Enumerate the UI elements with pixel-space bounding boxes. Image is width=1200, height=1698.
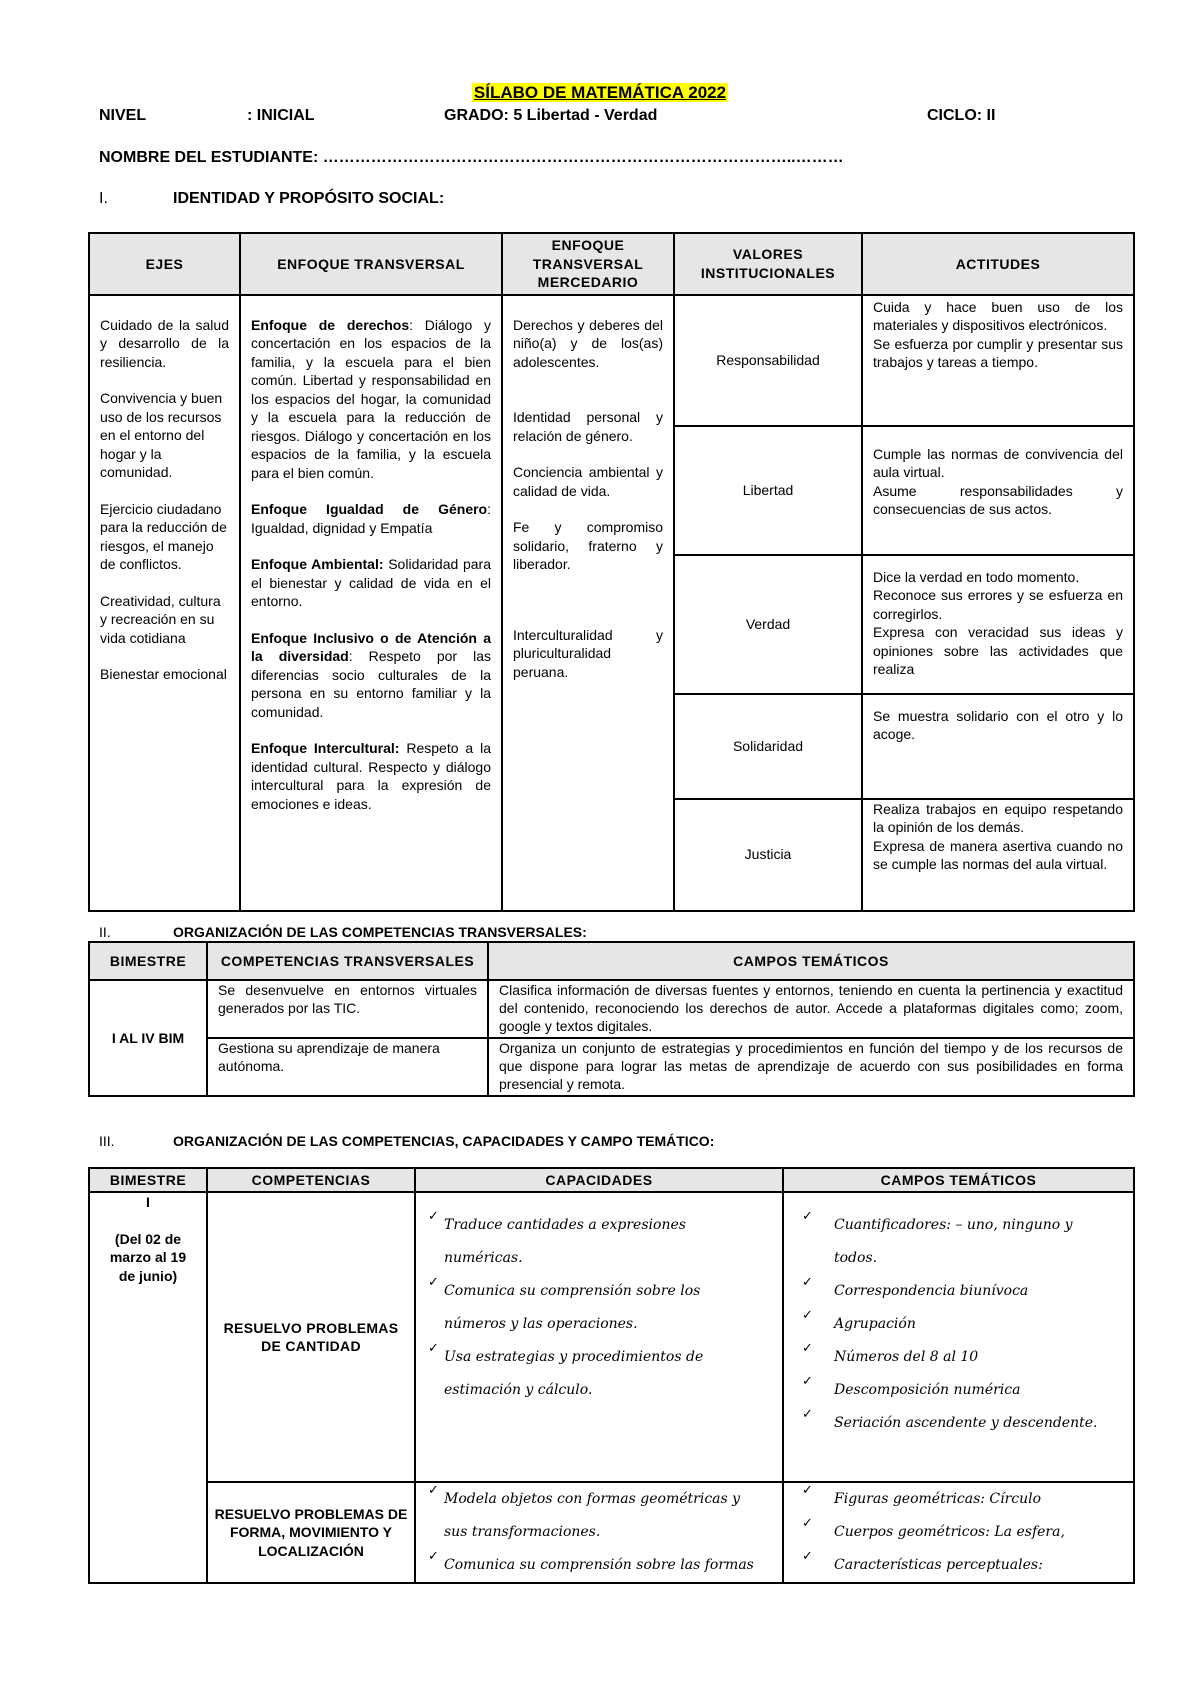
section1-title: IDENTIDAD Y PROPÓSITO SOCIAL:: [173, 190, 445, 207]
actitudes-cell: [862, 694, 1134, 799]
enfoque-item: Enfoque Inclusivo o de Atención a la diversidad: Respeto por las diferencias socio culturales de la persona en su entorno familiar y la comunidad.: [251, 629, 491, 720]
bimestre-number: I: [146, 1194, 150, 1210]
capacidad-item: ✓ Usa estrategias y procedimientos de: [428, 1341, 772, 1374]
header-ejes: EJES: [89, 233, 240, 295]
header-valores: VALORES INSTITUCIONALES: [674, 233, 862, 295]
competencia-cell: RESUELVO PROBLEMAS DE FORMA, MOVIMIENTO Y LOCALIZACIÓN: [207, 1482, 415, 1583]
actitud-item: Se muestra solidario con el otro y lo acoge.: [873, 707, 1123, 742]
bimestre-dates: (Del 02 de marzo al 19 de junio): [109, 1230, 187, 1284]
header-campos-tematicos: CAMPOS TEMÁTICOS: [783, 1168, 1134, 1192]
header-actitudes: ACTITUDES: [862, 233, 1134, 295]
nivel-value: : INICIAL: [247, 107, 315, 124]
grado-label: GRADO: 5 Libertad - Verdad: [444, 107, 658, 124]
campo-cell: Organiza un conjunto de estrategias y procedimientos en función del tiempo y de los recursos de que dispone para lograr las metas de aprendizaje de acuerdo con sus posibilidades en forma presencial y remota.: [488, 1038, 1134, 1096]
header-competencias: COMPETENCIAS: [207, 1168, 415, 1192]
section1-number: I.: [99, 190, 108, 207]
campo-item: ✓ Descomposición numérica: [794, 1374, 1123, 1407]
capacidad-item: ✓ Comunica su comprensión sobre las formas: [428, 1549, 772, 1582]
header-campos-tematicos: CAMPOS TEMÁTICOS: [488, 942, 1134, 980]
eje-item: Ejercicio ciudadano para la reducción de riesgos, el manejo de conflictos.: [100, 500, 227, 572]
eje-item: Convivencia y buen uso de los recursos en el entorno del hogar y la comunidad.: [100, 390, 223, 480]
identity-table: [88, 232, 1135, 912]
capacidades-cell: ✓ Traduce cantidades a expresiones numéricas. ✓ Comunica su comprensión sobre los números y las operaciones. ✓ Usa estrategias y procedimientos de estimación y cálculo.: [415, 1192, 783, 1482]
campo-item: ✓ Correspondencia biunívoca: [794, 1275, 1123, 1308]
enfoque-item: Enfoque Igualdad de Género: Igualdad, dignidad y Empatía: [251, 501, 491, 536]
mercedario-cell: [502, 295, 674, 911]
competencies-capacities-table: [88, 1167, 1135, 1584]
valor-cell: Solidaridad: [674, 694, 862, 799]
section2-title: ORGANIZACIÓN DE LAS COMPETENCIAS TRANSVERSALES:: [173, 924, 587, 940]
campo-item: ✓ Características perceptuales:: [794, 1549, 1123, 1582]
header-enfoque-mercedario: ENFOQUE TRANSVERSAL MERCEDARIO: [502, 233, 674, 295]
section2-number: II.: [99, 924, 111, 940]
competencia-cell: Gestiona su aprendizaje de manera autónoma.: [207, 1038, 488, 1096]
actitudes-cell: [862, 555, 1134, 694]
mercedario-item: Conciencia ambiental y calidad de vida.: [513, 464, 663, 499]
ciclo-label: CICLO: II: [927, 107, 996, 124]
valor-cell: Libertad: [674, 426, 862, 555]
actitud-item: Reconoce sus errores y se esfuerza en corregirlos.: [873, 587, 1123, 622]
capacidad-item: ✓ Modela objetos con formas geométricas y: [428, 1483, 772, 1516]
student-name-line: NOMBRE DEL ESTUDIANTE: ……………………………………………………………………………..………: [99, 149, 844, 166]
actitud-item: Realiza trabajos en equipo respetando la opinión de los demás.: [873, 800, 1123, 835]
actitud-item: Cuida y hace buen uso de los materiales y dispositivos electrónicos.: [873, 298, 1123, 333]
eje-item: Cuidado de la salud y desarrollo de la resiliencia.: [100, 316, 229, 370]
actitudes-cell: [862, 799, 1134, 911]
eje-item: Bienestar emocional: [100, 666, 227, 682]
campo-item: ✓ Cuerpos geométricos: La esfera,: [794, 1516, 1123, 1549]
valor-cell: Verdad: [674, 555, 862, 694]
campo-item: ✓ Números del 8 al 10: [794, 1341, 1123, 1374]
actitud-item: Cumple las normas de convivencia del aula virtual.: [873, 445, 1123, 480]
header-enfoque-transversal: ENFOQUE TRANSVERSAL: [240, 233, 502, 295]
actitud-item: Expresa de manera asertiva cuando no se cumple las normas del aula virtual.: [873, 837, 1123, 872]
enfoque-item: Enfoque de derechos: Diálogo y concertación en los espacios de la familia, y la escuela para el bien común. Libertad y responsabilidad en los espacios del hogar, la comunidad y la escuela para la reducción de riesgos. Diálogo y concertación en los espacios de la familia, y la escuela para el bien común.: [251, 316, 491, 481]
ejes-cell: [89, 295, 240, 911]
enfoque-item: Enfoque Intercultural: Respeto a la identidad cultural. Respecto y diálogo intercultural para la expresión de emociones e ideas.: [251, 740, 491, 812]
campo-item: ✓ Figuras geométricas: Círculo: [794, 1483, 1123, 1516]
mercedario-item: Interculturalidad y pluriculturalidad peruana.: [513, 626, 663, 680]
campos-cell: [783, 1482, 1134, 1583]
transversal-competencies-table: [88, 941, 1135, 1097]
mercedario-item: Fe y compromiso solidario, fraterno y liberador.: [513, 519, 663, 572]
header-competencias-transversales: COMPETENCIAS TRANSVERSALES: [207, 942, 488, 980]
nivel-label: NIVEL: [99, 107, 147, 124]
actitudes-cell: [862, 426, 1134, 555]
valor-cell: Justicia: [674, 799, 862, 911]
capacidades-cell: ✓ Modela objetos con formas geométricas y sus transformaciones. ✓ Comunica su comprensión sobre las formas: [415, 1482, 783, 1583]
campo-item: ✓ Seriación ascendente y descendente.: [794, 1407, 1123, 1440]
document-title: SÍLABO DE MATEMÁTICA 2022: [473, 83, 727, 102]
enfoque-item: Enfoque Ambiental: Solidaridad para el bienestar y calidad de vida en el entorno.: [251, 556, 491, 609]
section2-heading: [99, 924, 587, 940]
bimestre-cell: [89, 1192, 207, 1583]
mercedario-item: Identidad personal y relación de género.: [513, 409, 663, 444]
actitudes-cell: [862, 295, 1134, 426]
competencia-cell: RESUELVO PROBLEMAS DE CANTIDAD: [207, 1192, 415, 1482]
mercedario-item: Derechos y deberes del niño(a) y de los(as) adolescentes.: [513, 316, 663, 370]
header-capacidades: CAPACIDADES: [415, 1168, 783, 1192]
header-bimestre: BIMESTRE: [89, 1168, 207, 1192]
section3-title: ORGANIZACIÓN DE LAS COMPETENCIAS, CAPACIDADES Y CAMPO TEMÁTICO:: [173, 1133, 715, 1149]
capacidad-item: ✓ Traduce cantidades a expresiones: [428, 1209, 772, 1242]
bimestre-cell: I AL IV BIM: [89, 980, 207, 1096]
section1-heading: [99, 190, 444, 208]
eje-item: Creatividad, cultura y recreación en su vida cotidiana: [100, 592, 221, 646]
header-bimestre: BIMESTRE: [89, 942, 207, 980]
section3-number: III.: [99, 1133, 115, 1149]
competencia-cell: Se desenvuelve en entornos virtuales generados por las TIC.: [207, 980, 488, 1038]
enfoques-cell: [240, 295, 502, 911]
campo-item: ✓ Agrupación: [794, 1308, 1123, 1341]
campo-cell: Clasifica información de diversas fuentes y entornos, teniendo en cuenta la pertinencia y exactitud del contenido, reconociendo los derechos de autor. Accede a plataformas digitales como; zoom, google y textos digitales.: [488, 980, 1134, 1038]
actitud-item: Asume responsabilidades y consecuencias de sus actos.: [873, 482, 1123, 517]
valor-cell: Responsabilidad: [674, 295, 862, 426]
capacidad-item: ✓ Comunica su comprensión sobre los: [428, 1275, 772, 1308]
campos-cell: ✓ Cuantificadores: – uno, ninguno y todos. ✓ Correspondencia biunívoca ✓ Agrupación ✓ Números del 8 al 10 ✓ Descomposición numérica ✓ Seriación ascendente y descendente.: [783, 1192, 1134, 1482]
section3-heading: [99, 1133, 714, 1149]
campo-item: ✓ Cuantificadores: – uno, ninguno y: [794, 1209, 1123, 1242]
actitud-item: Se esfuerza por cumplir y presentar sus trabajos y tareas a tiempo.: [873, 335, 1123, 370]
actitud-item: Dice la verdad en todo momento.: [873, 568, 1080, 585]
actitud-item: Expresa con veracidad sus ideas y opiniones sobre las actividades que realiza: [873, 624, 1123, 677]
